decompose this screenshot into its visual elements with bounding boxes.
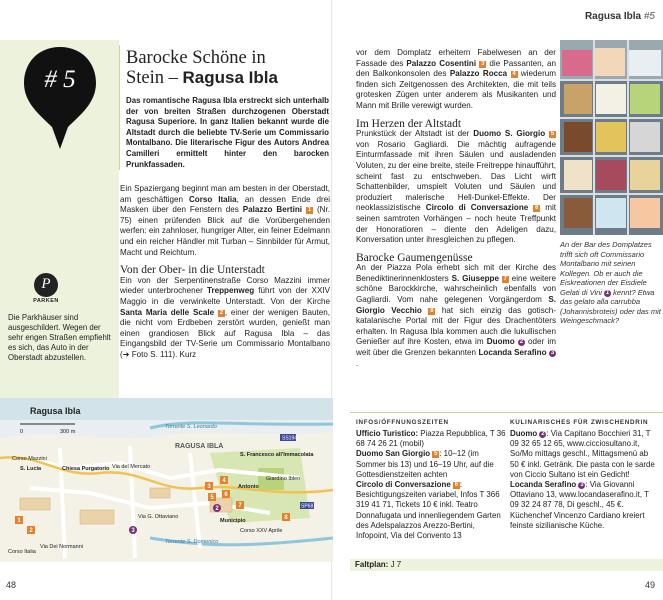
col1-text — [120, 184, 330, 361]
heading-ober-unterstadt: Von der Ober- in die Unterstadt — [120, 264, 265, 277]
food-heading: KULINARISCHES FÜR ZWISCHENDRIN — [510, 419, 649, 426]
map-marker-3 — [205, 482, 213, 490]
map-giardino: Giardino Ibleo — [266, 476, 301, 482]
paragraph-domplatz: vor dem Domplatz erheitern Fabelwesen an der Fassade des Palazzo Cosentini 3 die Passanten, an den Balkonkonsolen des Palazzo Rocca 4 wiederum finden sich Zeitgenossen des Architekten, die mit teils grotesken Zügen unter anderem als Musikanten und Mann mit Brille verewigt wurden. — [356, 48, 557, 110]
title-line1: Barocke Schöne in — [126, 48, 266, 68]
map-chiesa-purgatorio: Chiesa Purgatorio — [62, 466, 110, 472]
pin-number: # 5 — [44, 66, 76, 93]
paragraph-gaumen: An der Piazza Pola erhebt sich mit der Kirche des Benediktinerinnenklosters S. Giuseppe 7 eine weitere schöne Barockkirche, wahrscheinlich ebenfalls von Gagliardi. Vom nahe gelegenen Vorgängerdom S. Giorgio Vecchio 8 hat sich einzig das gotisch-katalanische Portal mit der Figur des Drachentöters erhalten. In Ragusa Ibla kommen auch die lukullischen Genießer auf ihre Kosten, etwa im Duomo 2 oder im weit über die Grenzen bekannten Locanda Serafino 3. — [356, 263, 556, 368]
info-entry-duomo: Duomo San Giorgio 5 : 10–12 (im Sommer bis 13) und 16–19 Uhr, auf die Gottesdienstzeiten achten — [356, 449, 494, 479]
svg-text:1: 1 — [17, 518, 21, 524]
map-via-ottaviano: Via G. Ottaviano — [138, 514, 179, 520]
map-s-lucia: S. Lucia — [20, 466, 42, 472]
map-marker-5 — [208, 493, 216, 501]
map-corso-italia: Corso Italia — [8, 549, 36, 555]
heading-herzen: Im Herzen der Altstadt — [356, 117, 462, 130]
map-title: Ragusa Ibla — [30, 406, 81, 416]
svg-text:3: 3 — [131, 528, 135, 534]
info-entry-tourist-office: Ufficio Turistico: Piazza Repubblica, T 36 68 74 26 21 (mobil) — [356, 429, 506, 449]
svg-text:2: 2 — [29, 528, 33, 534]
marker-8: 8 — [430, 307, 434, 314]
location-pin-icon — [20, 45, 100, 150]
map-marker-7 — [236, 501, 244, 509]
map-s-francesco: S. Francesco all'Immacolata — [240, 452, 314, 458]
svg-text:4: 4 — [222, 478, 226, 484]
map-scale-0: 0 — [20, 429, 24, 435]
marker-4: 4 — [512, 71, 516, 78]
title-prefix: Stein – — [126, 68, 178, 88]
col2-text — [356, 48, 556, 369]
food-box — [510, 419, 658, 531]
marker-5: 5 — [550, 131, 555, 138]
food-entry-locanda: Locanda Serafino 3 : Via Giovanni Ottaviano 13, www.locandaserafino.it, T 09 32 24 87 78, Di geschl., 45 €. Küchenchef Vincenzo Cardiano kreiert feinste sizilianische Küche. — [510, 480, 649, 530]
info-box — [356, 419, 506, 541]
map-municipio: Municipio — [220, 518, 246, 524]
map-marker-4 — [220, 476, 228, 484]
gelato-photo — [560, 40, 663, 235]
header-place: Ragusa Ibla — [584, 11, 642, 22]
marker-gelato-1: 1 — [605, 289, 610, 296]
parking-label: PARKEN — [33, 298, 59, 304]
page-number-left: 48 — [6, 580, 17, 590]
info-rule — [350, 412, 663, 413]
paragraph-duomo: Prunkstück der Altstadt ist der Duomo S. Giorgio 5 von Rosario Gagliardi. Die mächtig aufragende Einturmfassade mit ihren Säulen und ausladenden Voluten, zu der eine breite, steile Freitreppe hinaufführt, scheint fast zu entschweben. Das Licht wirft Schattenbilder, umspielt Voluten und Säulen und produziert malerische Hell-Dunkel-Effekte. Der neoklassizistische Circolo di Conversazione 6 mit seinen samtroten Vorhängen – noch heute Treffpunkt der Honoratioren – diente den Adeligen dazu, Konversation unter ihresgleichen zu pflegen. — [356, 129, 556, 245]
info-heading: INFOS/ÖFFNUNGSZEITEN — [356, 419, 449, 426]
marker-7: 7 — [503, 275, 508, 282]
map-marker-6 — [222, 490, 230, 498]
food-entry-duomo: Duomo 2 : Via Capitano Bocchieri 31, T 09 32 65 12 65, www.cicciosultano.it, So/Mo mittags geschl., Mittagsmenü ab 50 € inkl. Getränk. Die pasta con le sarde von Ciccio Sultano ist ein Gedicht! — [510, 429, 655, 479]
parking-icon: P — [34, 273, 58, 297]
title-bold: Ragusa Ibla — [182, 68, 278, 87]
svg-text:6: 6 — [224, 492, 228, 498]
map-marker-1 — [15, 516, 23, 524]
marker-1: 1 — [307, 207, 312, 214]
map-road-sp68: SP68 — [301, 503, 314, 510]
marker-food-3: 3 — [550, 350, 555, 357]
svg-text:5: 5 — [210, 495, 214, 501]
faltplan-value: J 7 — [390, 560, 402, 569]
city-map — [0, 398, 333, 562]
paragraph-unterstadt: Ein von der Serpentinenstraße Corso Mazzini immer wieder unterbrochener Treppenweg führt von der XXIV Maggio in die verwinkelte Unterstadt. Von der Kirche Santa Maria delle Scale 2 , einer der wenigen Bauten, die nicht vom Erdbeben zerstört wurden, genießt man einen grandiosen Blick auf Ragusa Ibla – das Eingangsbild der TV-Serie um Commissario Montalbano (➜ Foto S. 111). Kurz — [120, 275, 330, 359]
map-marker-2 — [27, 526, 35, 534]
intro-paragraph: Das romantische Ragusa Ibla erstreckt sich unterhalb der von breiten Straßen durchzogenen Oberstadt Ragusa Superiore. In ganz Italien bekannt wurde die Altstadt durch die beliebte TV-Serie um Commissario Montalbano. Die literarische Figur des Autors Andrea Camilleri ermittelt hinter den barocken Prunkfassaden. — [126, 96, 329, 169]
marker-3: 3 — [481, 60, 485, 67]
map-marker-8 — [282, 513, 290, 521]
map-torrente-1: Torrente S. Leonardo — [165, 424, 217, 430]
paragraph-corso-italia: Ein Spaziergang beginnt man am besten in der Oberstadt, am geschäftigen Corso Italia, an dessen Ende drei Masken über den Fenstern des Palazzo Bertini 1 (Nr. 75) einen prüfenden Blick auf die Vorübergehenden werfen: ein zahnloser, hungriger Alter, ein feiner Edelmann und ein reicher Händler mit Turban – Sinnbilder für Armut, Macht und Reichtum. — [120, 184, 331, 257]
map-scale-300: 300 m — [60, 429, 76, 435]
marker-6: 6 — [535, 205, 539, 212]
map-food-3 — [129, 526, 137, 534]
map-antonio: Antonio — [238, 484, 259, 490]
info-entry-circolo: Circolo di Conversazione 6 : Besichtigungszeiten variabel, Infos T 366 319 41 71, Tickets 10 € inkl. Teatro Donnafugata und innenliegendem Garten des Adelspalazzos Arezzo-Bertini, Infopoint, Via del Convento 13 — [356, 480, 501, 541]
faltplan-label: Faltplan: — [355, 560, 389, 569]
map-corso-xxv: Corso XXV Aprile — [240, 528, 283, 534]
marker-2: 2 — [219, 309, 224, 316]
map-district: RAGUSA IBLA — [175, 443, 224, 450]
map-via-mercato: Via del Mercato — [112, 464, 151, 470]
svg-text:7: 7 — [238, 503, 242, 509]
faltplan-bar — [350, 559, 663, 571]
svg-text:8: 8 — [284, 515, 288, 521]
running-header — [585, 11, 655, 22]
map-road-ss194: SS194 — [282, 435, 298, 442]
marker-food-2: 2 — [519, 339, 524, 346]
map-corso-mazzini: Corso Mazzini — [12, 456, 47, 462]
heading-gaumen: Barocke Gaumengenüsse — [356, 251, 473, 264]
map-torrente-2: Torrente S. Domenico — [165, 539, 219, 545]
title-rule — [119, 45, 120, 170]
map-via-dei-normanni: Via Dei Normanni — [40, 544, 84, 550]
svg-text:3: 3 — [207, 484, 211, 490]
map-food-2 — [213, 504, 221, 512]
page-title — [126, 48, 336, 88]
parking-text: Die Parkhäuser sind ausgeschildert. Wegen der sehr engen Straßen empfiehlt es sich, das Auto in der Oberstadt abzustellen. — [8, 313, 111, 362]
page-number-right: 49 — [644, 580, 655, 590]
svg-text:2: 2 — [215, 506, 219, 512]
photo-caption: An der Bar des Domplatzes trifft sich oft Commissario Montalbano mit seinen Kollegen. Ob er auch die Eiskreationen der Eisdiele Gelati di Vini 1 kennt? Etwa das gelato alla carrubba (Johannisbroteis) oder das mit Weingeschmack? — [560, 240, 661, 325]
header-number: #5 — [643, 11, 655, 22]
